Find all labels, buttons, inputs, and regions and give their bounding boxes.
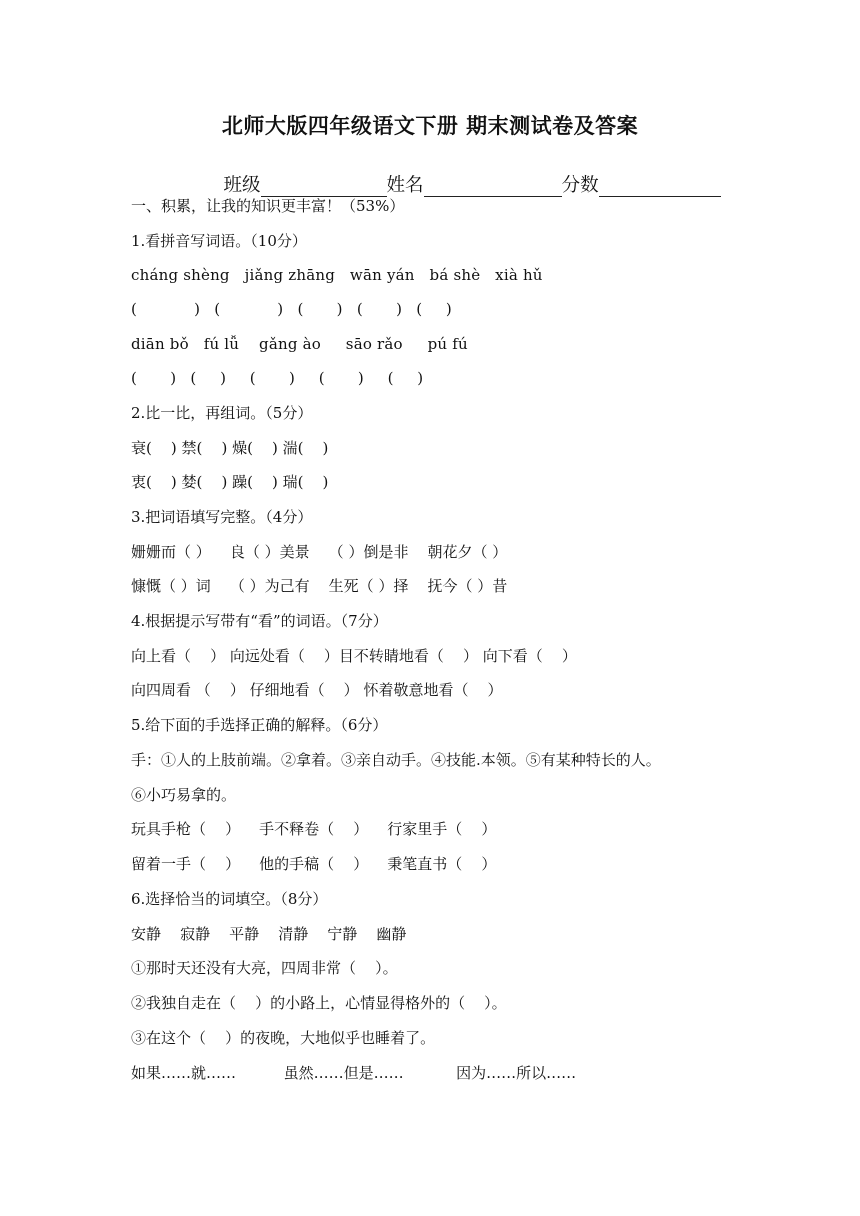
look-words-row[interactable]: 向上看（ ） 向远处看（ ）目不转睛地看（ ） 向下看（ ） [131,647,577,665]
compare-row[interactable]: 衰( ) 禁( ) 燥( ) 湍( ) [131,439,329,457]
class-label: 班级 [223,175,261,196]
section-heading: 一、积累，让我的知识更丰富！（53%） [131,197,405,215]
answer-blanks-row[interactable]: ( ) ( ) ( ) ( ) ( ) [131,300,452,318]
name-label: 姓名 [386,175,424,196]
question-title: 1.看拼音写词语。（10分） [131,232,307,250]
name-blank[interactable] [424,174,562,197]
question-title: 3.把词语填写完整。（4分） [131,508,313,526]
page-title: 北师大版四年级语文下册 期末测试卷及答案 [221,114,639,138]
class-blank[interactable] [261,174,387,197]
question-title: 4.根据提示写带有“看”的词语。（7分） [131,612,388,630]
definition-line: 手：①人的上肢前端。②拿着。③亲自动手。④技能.本领。⑤有某种特长的人。 [131,751,661,769]
compare-row[interactable]: 衷( ) 婪( ) 躁( ) 瑞( ) [131,473,329,491]
choice-row[interactable]: 玩具手枪（ ） 手不释卷（ ） 行家里手（ ） [131,820,497,838]
question-title: 2.比一比，再组词。（5分） [131,404,313,422]
score-blank[interactable] [599,174,721,197]
conjunction-choices: 如果……就…… 虽然……但是…… 因为……所以…… [131,1064,577,1082]
pinyin-row: diān bǒ fú lǚ gǎng ào sāo rǎo pú fú [131,335,468,353]
question-title: 5.给下面的手选择正确的解释。（6分） [131,716,388,734]
answer-blanks-row[interactable]: ( ) ( ) ( ) ( ) ( ) [131,369,424,387]
fill-sentence[interactable]: ③在这个（ ）的夜晚，大地似乎也睡着了。 [131,1029,436,1047]
definition-line: ⑥小巧易拿的。 [131,786,237,804]
idiom-row[interactable]: 姗姗而（ ） 良（ ）美景 （ ）倒是非 朝花夕（ ） [131,543,508,561]
question-title: 6.选择恰当的词填空。（8分） [131,890,328,908]
look-words-row[interactable]: 向四周看 （ ） 仔细地看（ ） 怀着敬意地看（ ） [131,681,503,699]
fill-sentence[interactable]: ①那时天还没有大亮，四周非常（ ）。 [131,959,398,977]
pinyin-row: cháng shèng jiǎng zhāng wān yán bá shè xià hǔ [131,266,543,284]
choice-row[interactable]: 留着一手（ ） 他的手稿（ ） 秉笔直书（ ） [131,855,497,873]
idiom-row[interactable]: 慷慨（ ）词 （ ）为己有 生死（ ）择 抚今（ ）昔 [131,577,508,595]
fill-sentence[interactable]: ②我独自走在（ ）的小路上，心情显得格外的（ ）。 [131,994,507,1012]
score-label: 分数 [561,175,599,196]
word-choices: 安静 寂静 平静 清静 宁静 幽静 [131,925,407,943]
